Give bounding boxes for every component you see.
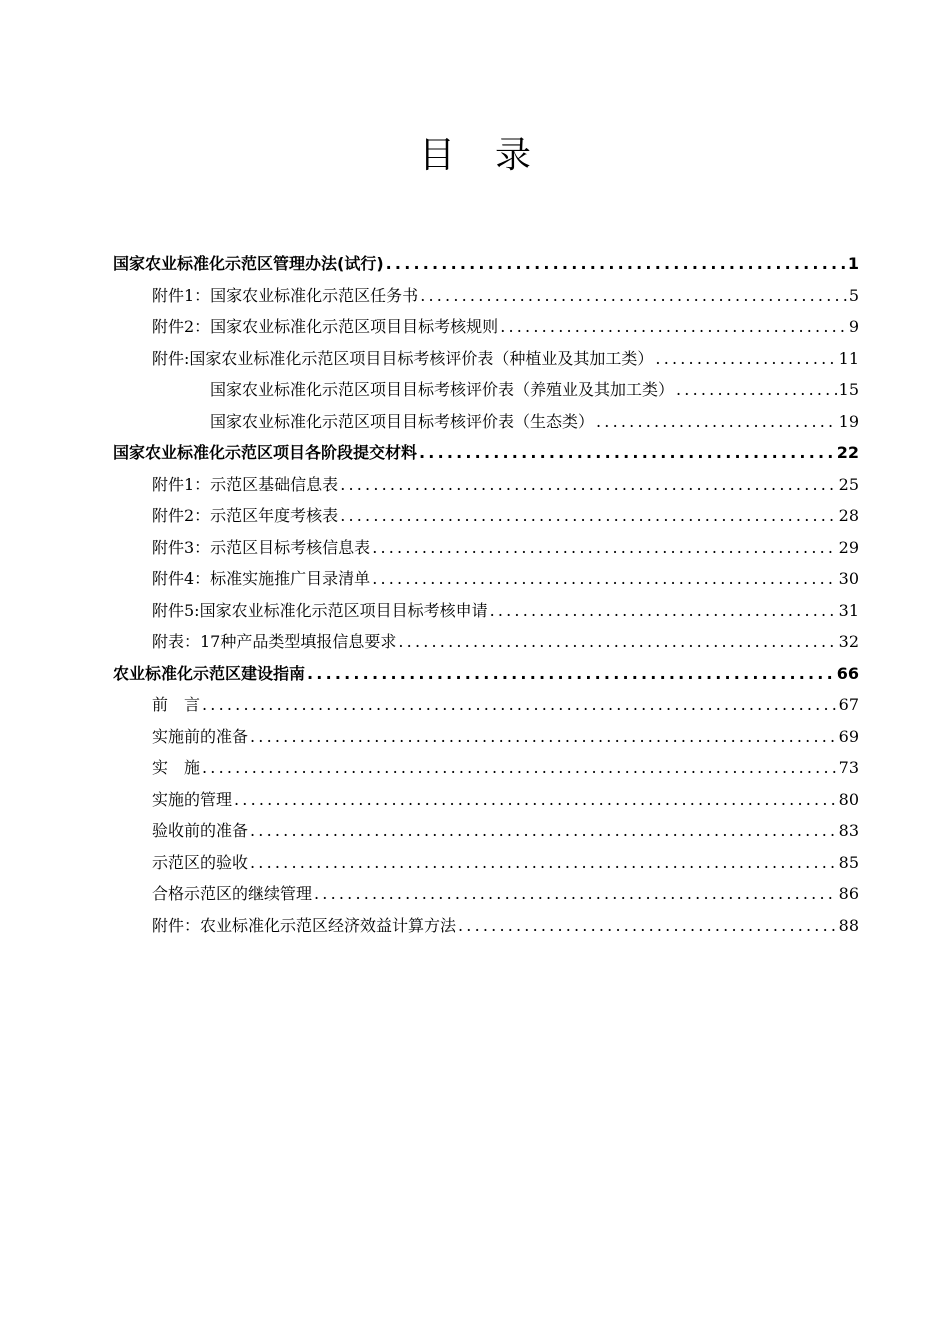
toc-leader-dots (307, 658, 835, 690)
toc-entry[interactable] (113, 721, 859, 753)
toc-page-number: 9 (848, 317, 859, 336)
toc-entry-label: 附件5:国家农业标准化示范区项目目标考核申请 (152, 600, 488, 620)
toc-page-number: 69 (838, 726, 859, 746)
toc-page-number: 15 (838, 380, 859, 399)
toc-leader-dots (490, 595, 837, 627)
toc-leader-dots (420, 280, 847, 312)
toc-entry-label: 附件：农业标准化示范区经济效益计算方法 (152, 915, 457, 935)
toc-entry-label: 国家农业标准化示范区管理办法(试行) (113, 254, 384, 273)
toc-entry[interactable] (113, 469, 859, 501)
page-title: 目录 (418, 135, 571, 176)
toc-entry-label: 实 施 (152, 758, 201, 777)
toc-entry[interactable] (113, 784, 859, 816)
toc-entry[interactable] (113, 406, 859, 438)
toc-entry-label: 国家农业标准化示范区项目目标考核评价表（养殖业及其加工类） (210, 380, 675, 399)
toc-entry[interactable] (113, 343, 859, 375)
toc-page-number: 25 (838, 474, 859, 494)
toc-leader-dots (655, 343, 836, 375)
toc-entry-label: 附件2：国家农业标准化示范区项目目标考核规则 (152, 317, 499, 336)
toc-entry-label: 合格示范区的继续管理 (152, 884, 313, 903)
toc-entry[interactable] (113, 374, 859, 406)
toc-leader-dots (676, 374, 837, 406)
toc-entry-label: 附件:国家农业标准化示范区项目目标考核评价表（种植业及其加工类） (152, 348, 654, 368)
toc-entry-label: 附件3：示范区目标考核信息表 (152, 537, 371, 557)
toc-page-number: 19 (838, 411, 859, 431)
toc-page-number: 5 (848, 285, 859, 305)
toc-entry[interactable] (113, 815, 859, 847)
toc-section-entry[interactable] (113, 658, 859, 690)
toc-page-number: 80 (838, 789, 859, 809)
toc-leader-dots (596, 406, 837, 438)
toc-leader-dots (340, 469, 836, 501)
toc-entry-label: 示范区的验收 (152, 852, 249, 872)
toc-entry[interactable] (113, 532, 859, 564)
toc-entry-label: 验收前的准备 (152, 821, 249, 840)
toc-leader-dots (372, 563, 836, 595)
toc-page-number: 1 (847, 254, 859, 273)
toc-page-number: 29 (838, 537, 859, 557)
toc-entry[interactable] (113, 595, 859, 627)
toc-leader-dots (314, 878, 837, 910)
toc-page-number: 11 (838, 348, 859, 368)
toc-leader-dots (340, 500, 836, 532)
toc-page-number: 88 (838, 915, 859, 935)
toc-entry[interactable] (113, 563, 859, 595)
toc-page-number: 31 (838, 600, 859, 620)
toc-section-entry[interactable] (113, 248, 859, 280)
toc-page-number: 83 (838, 821, 859, 840)
toc-entry[interactable] (113, 847, 859, 879)
toc-leader-dots (250, 847, 837, 879)
table-of-contents (113, 248, 859, 941)
toc-leader-dots (250, 815, 837, 847)
toc-entry-label: 国家农业标准化示范区项目目标考核评价表（生态类） (210, 411, 595, 431)
toc-entry[interactable] (113, 626, 859, 658)
toc-page-number: 30 (838, 569, 859, 588)
toc-leader-dots (500, 311, 847, 343)
toc-page-number: 32 (838, 632, 859, 651)
toc-leader-dots (234, 784, 837, 816)
toc-entry[interactable] (113, 280, 859, 312)
toc-section-entry[interactable] (113, 437, 859, 469)
toc-entry-label: 农业标准化示范区建设指南 (113, 663, 306, 683)
toc-leader-dots (250, 721, 837, 753)
toc-entry[interactable] (113, 311, 859, 343)
toc-leader-dots (372, 532, 836, 564)
toc-leader-dots (386, 248, 846, 280)
toc-entry-label: 国家农业标准化示范区项目各阶段提交材料 (113, 443, 418, 462)
toc-leader-dots (202, 689, 837, 721)
toc-entry-label: 附表：17种产品类型填报信息要求 (152, 632, 397, 651)
toc-entry-label: 前 言 (152, 695, 201, 714)
toc-entry[interactable] (113, 689, 859, 721)
toc-entry[interactable] (113, 500, 859, 532)
toc-page-number: 86 (838, 884, 859, 903)
toc-entry-label: 实施的管理 (152, 789, 233, 809)
toc-page-number: 28 (838, 506, 859, 525)
toc-entry-label: 实施前的准备 (152, 726, 249, 746)
toc-leader-dots (202, 752, 837, 784)
toc-entry-label: 附件2：示范区年度考核表 (152, 506, 339, 525)
toc-entry[interactable] (113, 752, 859, 784)
toc-entry-label: 附件1：示范区基础信息表 (152, 474, 339, 494)
toc-entry-label: 附件4：标准实施推广目录清单 (152, 569, 371, 588)
toc-page-number: 67 (838, 695, 859, 714)
toc-page-number: 66 (836, 663, 859, 683)
toc-leader-dots (398, 626, 836, 658)
toc-leader-dots (419, 437, 835, 469)
toc-page-number: 22 (836, 443, 859, 462)
toc-page-number: 85 (838, 852, 859, 872)
toc-page-number: 73 (838, 758, 859, 777)
toc-leader-dots (458, 910, 837, 942)
toc-entry[interactable] (113, 910, 859, 942)
toc-entry[interactable] (113, 878, 859, 910)
toc-entry-label: 附件1：国家农业标准化示范区任务书 (152, 285, 419, 305)
